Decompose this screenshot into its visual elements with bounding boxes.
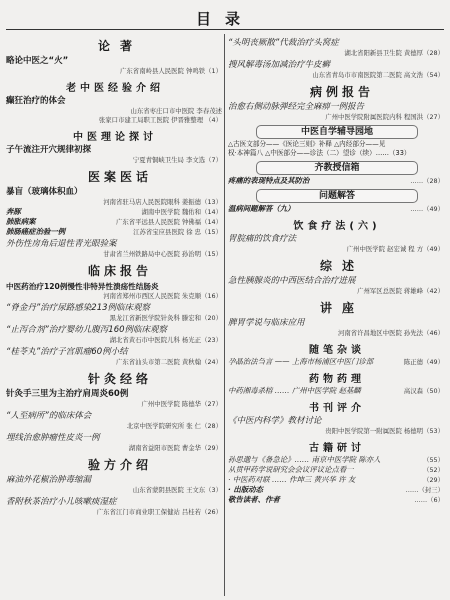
toc-entry-author: 广州军区总医院 蒋雄峰（42）	[357, 287, 444, 295]
toc-entry-author: 湖北省阳新县卫生院 黄德厚（28）	[344, 49, 444, 57]
title-divider	[6, 29, 444, 30]
toc-entry-title[interactable]: 脾胃学说与临床应用	[228, 318, 305, 328]
toc-entry-title[interactable]: 外伤性房角后退性青光眼验案	[6, 239, 117, 249]
toc-entry-row[interactable]: 疼痛的表现特点及其防治 ……（28）	[228, 176, 444, 185]
toc-entry-author: 湖南省益阳市医院 曹金华（29）	[128, 444, 222, 452]
toc-entry-title[interactable]: “头明丧厥散”代裁治疗头窝症	[228, 38, 339, 48]
toc-entry-title[interactable]: 略论中医之“火”	[6, 56, 69, 66]
toc-entry-row[interactable]: 孙思邈与《备急论》…… 南京中医学院 陈亦人 （55）	[228, 455, 444, 464]
toc-entry-title[interactable]: “脊金丹”治疗尿路感染213例临床观察	[6, 303, 151, 313]
section-heading-linchuang: 临床报告	[87, 264, 152, 278]
toc-entry-author: 黑龙江省新医学院针灸科 滕宏和（20）	[109, 314, 222, 322]
toc-entry-title[interactable]: 麻油外花椒治肿毒缩漏	[6, 475, 92, 485]
toc-entry-author: 张家口市建工局职工医院 伊晋雅整理 （4）	[98, 116, 222, 124]
toc-entry-author: 河南省许昌地区中医院 孙先法（46）	[337, 329, 444, 337]
toc-entry-author: 山东省枣庄口市中医院 李春茂述	[130, 107, 222, 115]
right-column	[226, 34, 448, 505]
toc-entry-row[interactable]: 中药湘毒杀榕 …… 广州中医学院 赵基麟 高汉森（50）	[228, 386, 444, 395]
toc-entry-author: 湖北省黄石市中医院儿科 杨光正（23）	[109, 336, 222, 344]
toc-entry-author: 河南省驻马店人民医院眼科 姜振德（13）	[103, 198, 222, 206]
section-heading-guji: 古籍研讨	[309, 443, 365, 454]
toc-entry-title[interactable]: 子午流注开穴规律初探	[6, 145, 92, 155]
section-heading-zongshu: 综述	[319, 259, 364, 273]
toc-entry-title[interactable]: “人至病所”的临床体会	[6, 411, 92, 421]
toc-entry-author: 贵阳中医学院第一附属医院 杨德明（53）	[325, 427, 444, 435]
section-heading-lunzhu: 论著	[97, 39, 142, 53]
toc-entry-row[interactable]: 孕晶治法刍言 —— 上海市杨浦区中医门诊部 陈正德（49）	[228, 357, 444, 366]
toc-entry-row[interactable]: 肺肠癌症治验一例 江苏省宝应县医院 徐 忠（15）	[6, 227, 222, 236]
section-heading-zixue: 中医自学辅导园地	[256, 125, 418, 139]
toc-entry-title[interactable]: 针灸手三里为主治疗肩周炎60例	[6, 389, 129, 399]
page-title: 目录	[195, 10, 254, 28]
section-heading-yaowu: 药物药理	[309, 374, 365, 385]
toc-entry-row[interactable]: · 出版动态 ……（封三）	[228, 485, 444, 494]
toc-entry-title[interactable]: 中医药治疗120例慢性非特异性溃疡性结肠炎	[6, 282, 159, 291]
toc-entry-title[interactable]: 胃脘痛的饮食疗法	[228, 234, 297, 244]
toc-entry-title[interactable]: 搜风解毒汤加减治疗牛皮癣	[228, 60, 331, 70]
toc-entry-title[interactable]: 癫狂治疗的体会	[6, 96, 66, 106]
section-heading-bingli: 病例报告	[309, 85, 374, 99]
section-heading-laozhongyi: 老中医经验介绍	[66, 83, 164, 94]
toc-entry-title[interactable]: “止泻合剂”治疗婴幼儿腹泻160例临床观察	[6, 325, 168, 335]
section-heading-suibi: 随笔杂谈	[309, 345, 365, 356]
toc-entry-author: 广东省江门市商业职工保健站 吕桂若（26）	[96, 508, 222, 516]
toc-entry-line[interactable]: △古医文部分——《医论三则》补释 △内经部分——见	[228, 140, 386, 148]
toc-entry-author: 广州中医学院 赵宏诚 程 方（49）	[346, 245, 444, 253]
toc-entry-title[interactable]: 急性胰腺炎的中西医结合治疗进展	[228, 276, 356, 286]
section-heading-zhenjiu: 针灸经络	[87, 372, 152, 386]
section-heading-wenti: 问题解答	[256, 189, 418, 203]
toc-entry-title[interactable]: 暴盲（玻璃体积血）	[6, 187, 83, 197]
toc-entry-author: 广州中医学院 陈德华（27）	[141, 400, 222, 408]
section-heading-yianyihua: 医案医话	[87, 170, 152, 184]
toc-entry-author: 广东省南岭县人民医院 钟鸣铁（1）	[120, 67, 222, 75]
toc-entry-row[interactable]: 从贯甲药学说研究会会议评议论点看一 （52）	[228, 465, 444, 474]
toc-entry-title[interactable]: 香附秋茶治疗小儿咳嗽痰湿症	[6, 497, 117, 507]
section-heading-jiangzuo: 讲座	[319, 301, 364, 315]
section-heading-yanfang: 验方介绍	[87, 458, 152, 472]
section-heading-yinshi: 饮食疗法(六)	[293, 221, 381, 232]
toc-entry-title[interactable]: “桂苓丸”治疗子宫肌瘤60例小结	[6, 347, 128, 357]
toc-entry-author: 广东省汕头市第二医院 黄秋翰（24）	[115, 358, 222, 366]
section-heading-qijiao: 齐教授信箱	[256, 161, 418, 175]
toc-entry-row[interactable]: · 中医药对联 …… 作坤三 黄兴华 许 友 （29）	[228, 475, 444, 484]
section-heading-shukan: 书刊评介	[309, 403, 365, 414]
section-heading-lilun: 中医理论探讨	[73, 132, 157, 143]
toc-entry-row[interactable]: 敬告读者、作者 ……（6）	[228, 495, 444, 504]
toc-entry-line[interactable]: 权·本神篇八 △中医部分——诊法（二）望诊（续）……（33）	[228, 149, 411, 157]
toc-entry-title[interactable]: 《中医内科学》教材讨论	[228, 416, 322, 426]
toc-entry-row[interactable]: 奔豚 湖南中医学院 魏佑和（14）	[6, 207, 222, 216]
toc-entry-author: 山东省蒙阴县医院 王文东（3）	[132, 486, 222, 494]
toc-entry-author: 甘肃省兰州铁路局中心医院 孙治明（15）	[103, 250, 222, 258]
toc-entry-author: 宁夏青铜峡卫生局 李文选（7）	[132, 156, 222, 164]
toc-entry-author: 山东省青岛市市南医院第二医院 高文浩（54）	[312, 71, 444, 79]
toc-entry-row[interactable]: 肺胀病案 广东省平远县人民医院 钟佛福（14）	[6, 217, 222, 226]
toc-entry-title[interactable]: 治愈右侧动脉弹经完全麻痹一例报告	[228, 102, 365, 112]
toc-entry-author: 广州中医学院附属医院内科 程国洪（27）	[325, 113, 444, 121]
toc-entry-row[interactable]: 温病间题解答（九） ……（49）	[228, 204, 444, 213]
toc-entry-title[interactable]: 埋线治愈肿瘤性皮炎一例	[6, 433, 100, 443]
left-column	[4, 34, 226, 517]
toc-entry-author: 河南省郑州市西区人民医院 朱克顺（16）	[103, 292, 222, 300]
toc-entry-author: 北京中医学院研究所 张 仁（28）	[126, 422, 222, 430]
